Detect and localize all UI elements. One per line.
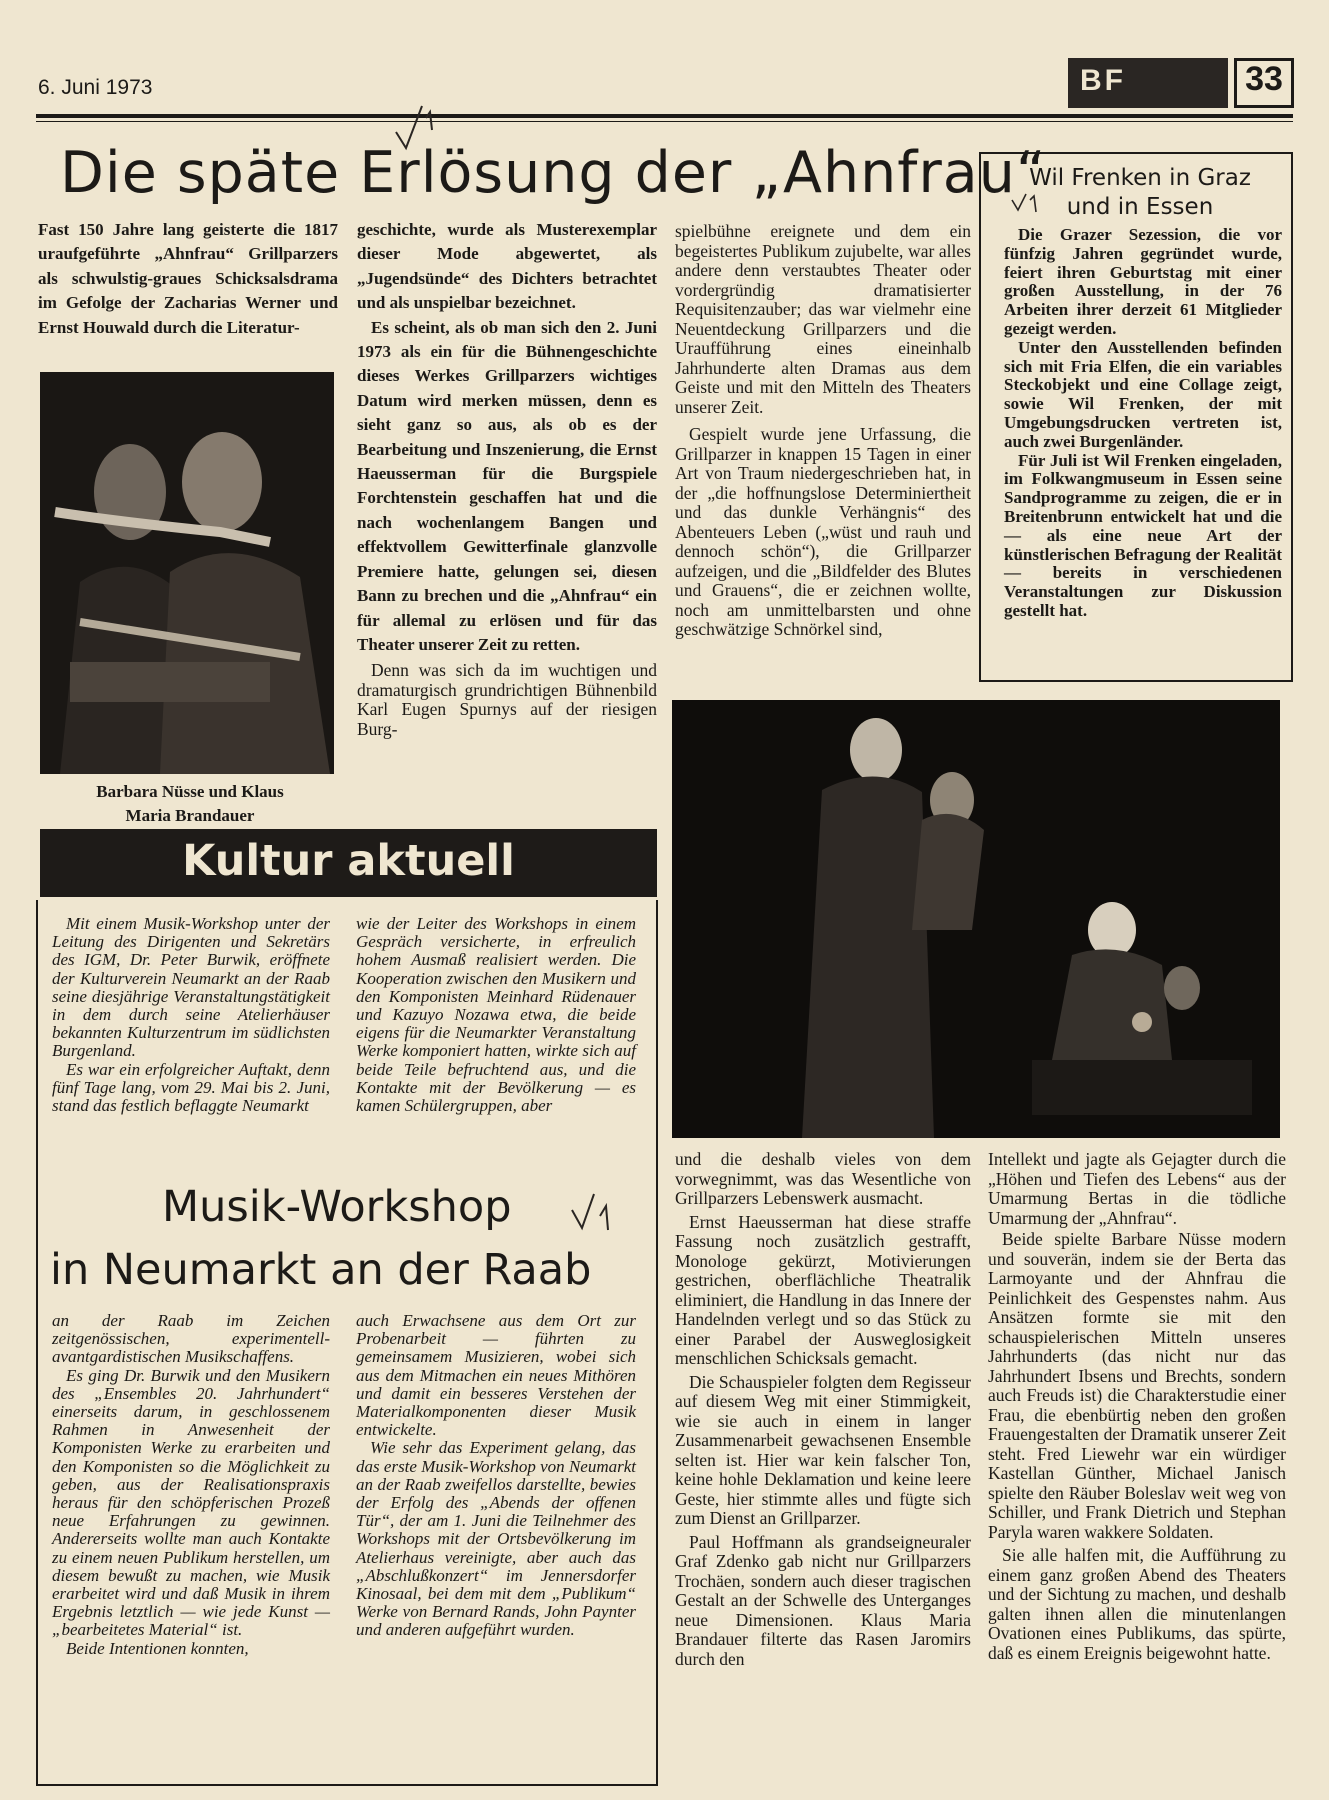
checkmark-icon: [392, 98, 440, 154]
section-label: BF: [1080, 64, 1126, 97]
article-col3-top: [675, 222, 971, 640]
workshop-right2-p2: Wie sehr das Experiment gelang, das das erste Musik-Workshop von Neumarkt an der Raab zweifellos darstellte, bewies der Erfolg des „Abends der offenen Tür“, der am 1. Juni die Teilnehmer des Workshops mit der Ortsbevölkerung im Atelierhaus vereinigte, aber auch das „Abschlußkonzert“ im Jennersdorfer Kinosaal, bei dem mit dem „Publikum“ Werke von Bernard Rands, John Paynter und anderen aufgeführt wurden.: [356, 1438, 636, 1640]
workshop-headline-line1: Musik-Workshop: [162, 1182, 512, 1232]
workshop-left2-p3: Beide Intentionen konnten,: [66, 1638, 249, 1658]
article-col2-p2: Es scheint, als ob man sich den 2. Juni 1973 als ein für die Bühnengeschichte dieses Werkes Grillparzers wichtiges Datum wird merken müssen, denn es sieht ganz so aus, als ob es der Bearbeitung und Inszenierung, die Ernst Haeusserman für die Burgspiele Forchtenstein geschaffen hat und die nach wochenlangem Bangen und effektvollem Gewitterfinale glanzvolle Premiere hatte, gelungen sei, diesen Bann zu brechen und die „Ahnfrau“ ein für allemal zu erlösen und für das Theater unserer Zeit zu retten.: [357, 317, 657, 654]
article-col4-p2: Beide spielte Barbare Nüsse modern und souverän, indem sie der Berta das Larmoyante und der Ahnfrau die Peinlichkeit des Gespenstes nahm. Aus Ansätzen formte sie mit den schauspielerischen Mitteln unseres Jahrhunderts (das nicht nur das Jahrhundert Ibsens und Brechts, sondern auch Freuds ist) die Charakterstudie einer Frau, die ebenbürtig neben den großen Frauengestalten der Dramatik unserer Zeit steht. Fred Liewehr war ein würdiger Kastellan Günther, Michael Janisch spielte den Räuber Boleslav weit weg von Schiller, und Frank Dietrich und Stephan Paryla waren wakkere Soldaten.: [988, 1229, 1286, 1542]
article-col2-p1: geschichte, wurde als Musterexemplar dieser Mode abgewertet, als „Jugendsünde“ des Dichters betrachtet und als unspielbar bezeichnet.: [357, 220, 657, 313]
masthead-rule: [36, 114, 1293, 118]
article-headline: Die späte Erlösung der „Ahnfrau“: [60, 140, 1047, 206]
article-col4-bottom: [988, 1150, 1286, 1663]
page-number: 33: [1245, 60, 1283, 98]
article-col3-bottom: [675, 1150, 971, 1669]
workshop-left-p1: Mit einem Musik-Workshop unter der Leitung des Dirigenten und Sekretärs des IGM, Dr. Peter Burwik, eröffnete der Kulturverein Neumarkt an der Raab seine diesjährige Veranstaltungstätigkeit in dem durch seine Atelierhäuser bekannten Kulturzentrum im südlichsten Burgenland.: [52, 914, 330, 1061]
workshop-left2-p2: Es ging Dr. Burwik und den Musikern des „Ensembles 20. Jahrhundert“ einerseits darum, in geschlossenem Rahmen in Anwesenheit der Komponisten Werke zu erarbeiten und den Komponisten so die Möglichkeit zu geben, aus der Realisationspraxis heraus für den schöpferischen Prozeß neue Erfahrungen zu gewinnen. Andererseits wollte man auch Kontakte zu einem neuen Publikum herstellen, um diesem bewußt zu machen, wie Musik erarbeitet wird und daß Musik in ihrem Ergebnis letztlich — wie jede Kunst — „bearbeitetes Material“ ist.: [52, 1365, 330, 1640]
article-col3b-p1: und die deshalb vieles von dem vorwegnimmt, was das Wesentliche von Grillparzers Lebenswerk ausmacht.: [675, 1149, 971, 1208]
photo-stage-scene: [672, 700, 1280, 1138]
workshop-left-p2: Es war ein erfolgreicher Auftakt, denn fünf Tage lang, vom 29. Mai bis 2. Juni, stand das festlich beflaggte Neumarkt: [52, 1059, 330, 1116]
article-col3b-p4: Paul Hoffmann als grandseigneuraler Graf Zdenko gab nicht nur Grillparzers Trochäen, sondern auch dieser tragischen Gestalt an der Schwelle des Unterganges neue Dimensionen. Klaus Maria Brandauer filterte das Rasen Jaromirs durch den: [675, 1531, 971, 1669]
sidebar-p1: Die Grazer Sezession, die vor fünfzig Jahren gegründet wurde, feiert ihren Geburtstag mit einer großen Ausstellung, in der 76 Arbeiten ihrer derzeit 61 Mitglieder gezeigt werden.: [1004, 225, 1282, 338]
article-col3-p1: spielbühne ereignete und dem ein begeistertes Publikum zujubelte, war alles andere denn verstaubtes Theater oder vordergründig dramatisierter Requisitenzauber; das war vielmehr eine Neuentdeckung Grillparzers und die Uraufführung eines eineinhalb Jahrhunderte alten Dramas aus dem Geiste und mit den Mitteln des Theaters unserer Zeit.: [675, 221, 971, 417]
sidebar-title-line1: Wil Frenken in Graz: [1029, 165, 1251, 191]
workshop-right2-p1: auch Erwachsene aus dem Ort zur Probenarbeit — führten zu gemeinsamem Musizieren, wobei sich aus dem Mitmachen ein neues Mithören und damit ein besseres Verstehen der Materialkomponenten dieser Musik entwickelte.: [356, 1311, 636, 1440]
photo-caption: Barbara Nüsse und Klaus Maria Brandauer: [96, 782, 284, 825]
workshop-right-p1: wie der Leiter des Workshops in einem Gespräch versicherte, in erfreulich hohem Ausmaß realisiert werden. Die Kooperation zwischen den Musikern und den Komponisten Meinhard Rüdenauer und Kazuyo Nozawa etwa, die beide eigens für die Neumarkter Veranstaltung Werke komponiert hatten, wirkte sich auf beide Teile befruchtend aus, und die Kontakte mit der Bevölkerung — es kamen Schülergruppen, aber: [356, 914, 636, 1116]
sidebar-title-line2: und in Essen: [1066, 194, 1214, 220]
kultur-aktuell-title: Kultur aktuell: [182, 836, 515, 886]
checkmark-icon: [568, 1190, 618, 1234]
workshop-left-bottom: [52, 1312, 330, 1658]
issue-date: 6. Juni 1973: [38, 76, 153, 99]
article-col1-lead: Fast 150 Jahre lang geisterte die 1817 uraufgeführte „Ahnfrau“ Grillparzers als schwulstig-graues Schicksalsdrama im Gefolge der Zacharias Werner und Ernst Houwald durch die Literatur-: [38, 220, 338, 337]
sidebar-p3: Für Juli ist Wil Frenken eingeladen, im Folkwangmuseum in Essen seine Sandprogramme zu zeigen, die er in Breitenbrunn entwickelt hat und die — als eine neue Art der künstlerischen Befragung der Realität — bereits in verschiedenen Veranstaltungen zur Diskussion gestellt hat.: [1004, 450, 1282, 620]
workshop-left-top: [52, 915, 330, 1115]
sidebar-body: [1004, 226, 1282, 621]
workshop-headline-line2: in Neumarkt an der Raab: [50, 1245, 592, 1295]
workshop-right-bottom: [356, 1312, 636, 1640]
article-col3-p2: Gespielt wurde jene Urfassung, die Grillparzer in knappen 15 Tagen in einer Art von Traum niedergeschrieben hat, in der „die hoffnungslose Determiniertheit und das dunkle Verhängnis“ des Abenteuers Leben („wüst und rauh und dennoch schön“), die Grillparzer aufzeigen, und die „Bildfelder des Blutes und Grauens“, die er zeichnen wollte, noch am unmittelbarsten und ohne geschwätzige Schnörkel sind,: [675, 424, 971, 639]
stage-photo-image: [672, 700, 1280, 1138]
article-col2-p3: Denn was sich da im wuchtigen und dramaturgisch grundrichtigen Bühnenbild Karl Eugen Spurnys auf der riesigen Burg-: [357, 660, 657, 739]
article-col3b-p2: Ernst Haeusserman hat diese straffe Fassung noch zusätzlich gestrafft, Monologe gekürzt, Motivierungen gestrichen, oberflächliche Theatralik eliminiert, die Handlung in das Innere der Handelnden verlegt und so das Stück zu einer Parabel der Ausweglosigkeit menschlichen Schicksals gemacht.: [675, 1211, 971, 1368]
article-col4-p1: Intellekt und jagte als Gejagter durch die „Höhen und Tiefen des Lebens“ aus der Umarmung Bertas in die tödliche Umarmung der „Ahnfrau“.: [988, 1149, 1286, 1228]
article-col2: [357, 218, 657, 739]
workshop-left2-p1: an der Raab im Zeichen zeitgenössischen, experimentell-avantgardistischen Musikschaffens.: [52, 1311, 330, 1367]
masthead-rule-thin: [36, 121, 1293, 122]
sidebar-p2: Unter den Ausstellenden befinden sich mit Fria Elfen, die ein variables Steckobjekt und eine Collage zeigt, sowie Wil Frenken, der mit Umgebungsdrucken vertreten ist, auch zwei Burgenländer.: [1004, 337, 1282, 451]
photo-placeholder-image: [40, 372, 334, 774]
article-col4-p3: Sie alle halfen mit, die Aufführung zu einem ganz großen Abend des Theaters und der Sichtung zu machen, und deshalb galten ihnen allen die minutenlangen Ovationen eines Publikums, das spürte, daß es einem Ereignis beigewohnt hatte.: [988, 1545, 1286, 1663]
article-col3b-p3: Die Schauspieler folgten dem Regisseur auf diesem Weg mit einer Stimmigkeit, wie sie auch in einem in langer Zusammenarbeit gewachsenen Ensemble selten ist. Hier war kein falscher Ton, keine hohle Deklamation und keine leere Geste, hier stimmte alles und fügte sich zum Dienst an Grillparzer.: [675, 1371, 971, 1528]
workshop-right-top: [356, 915, 636, 1115]
checkmark-icon: [1010, 192, 1040, 214]
photo-nuesse-brandauer: [40, 372, 334, 774]
